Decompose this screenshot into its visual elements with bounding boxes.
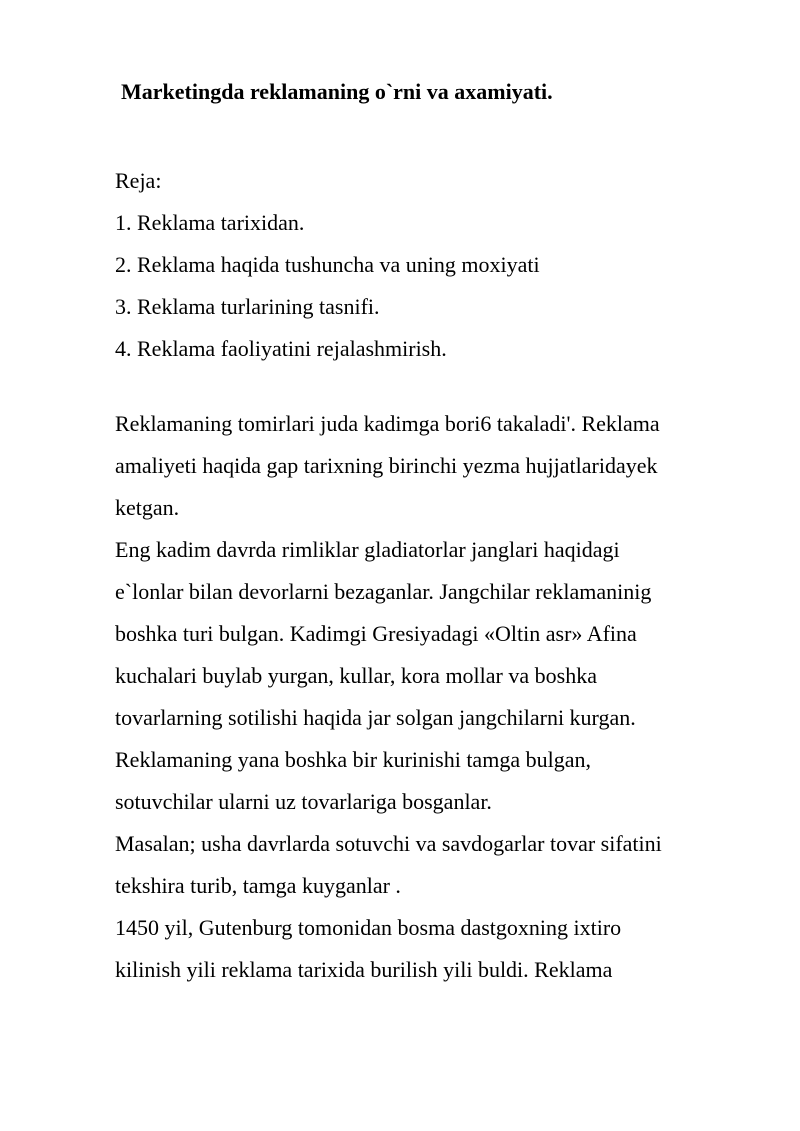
body-line: kuchalari buylab yurgan, kullar, kora mollar va boshka (115, 663, 597, 688)
document-title: Marketingda reklamaning o`rni va axamiyati. (121, 79, 553, 104)
plan-heading: Reja: (115, 168, 162, 193)
body-line: amaliyeti haqida gap tarixning birinchi yezma hujjatlaridayek (115, 453, 658, 478)
body-line: 1450 yil, Gutenburg tomonidan bosma dastgoxning ixtiro (115, 915, 622, 940)
body-line: tekshira turib, tamga kuyganlar . (115, 873, 401, 898)
plan-item: 1. Reklama tarixidan. (115, 210, 305, 235)
plan-item: 4. Reklama faoliyatini rejalashmirish. (115, 336, 447, 361)
body-line: e`lonlar bilan devorlarni bezaganlar. Jangchilar reklamaninig (115, 579, 652, 604)
body-line: Reklamaning yana boshka bir kurinishi tamga bulgan, (115, 747, 591, 772)
plan-item: 2. Reklama haqida tushuncha va uning moxiyati (115, 252, 540, 277)
body-line: boshka turi bulgan. Kadimgi Gresiyadagi «Oltin asr» Afina (115, 621, 637, 646)
body-line: sotuvchilar ularni uz tovarlariga bosganlar. (115, 789, 492, 814)
plan-item: 3. Reklama turlarining tasnifi. (115, 294, 380, 319)
body-line: Reklamaning tomirlari juda kadimga bori6 takaladi'. Reklama (115, 411, 660, 436)
body-line: ketgan. (115, 495, 180, 520)
body-line: kilinish yili reklama tarixida burilish yili buldi. Reklama (115, 957, 613, 982)
body-line: tovarlarning sotilishi haqida jar solgan jangchilarni kurgan. (115, 705, 636, 730)
body-line: Masalan; usha davrlarda sotuvchi va savdogarlar tovar sifatini (115, 831, 662, 856)
body-paragraphs (115, 403, 735, 991)
body-line: Eng kadim davrda rimliklar gladiatorlar janglari haqidagi (115, 537, 620, 562)
plan-section (115, 160, 735, 370)
